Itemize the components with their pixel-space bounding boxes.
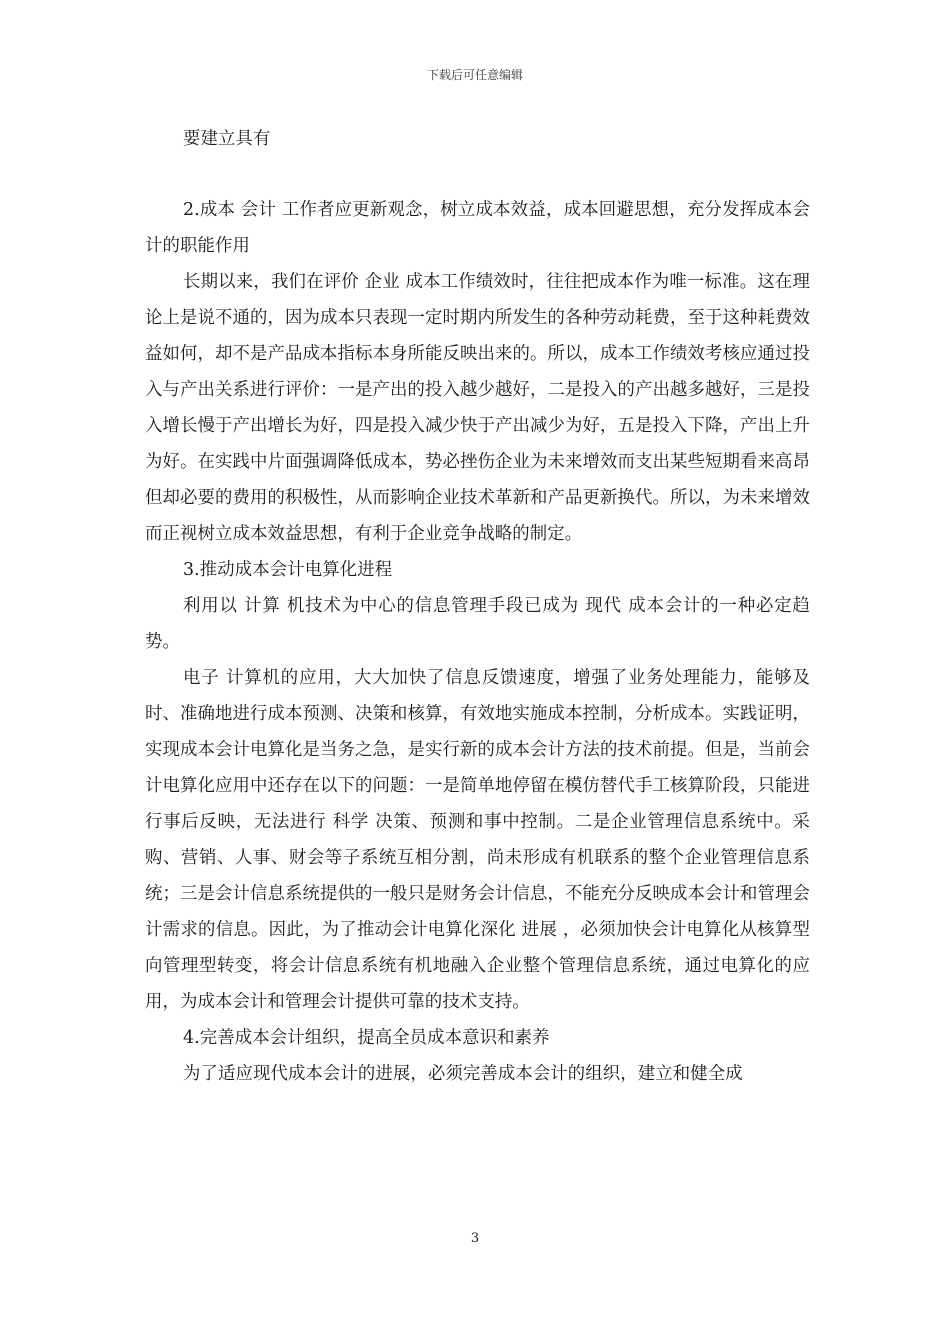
heading-4: 4.完善成本会计组织，提高全员成本意识和素养 xyxy=(183,1028,550,1048)
document-body xyxy=(145,121,810,1092)
paragraph-cost-evaluation: 长期以来，我们在评价 企业 成本工作绩效时，往往把成本作为唯一标准。这在理论上是说不通的，因为成本只表现一定时期内所发生的各种劳动耗费，至于这种耗费效益如何，却不是产品成本指标本身所能反映出来的。所以，成本工作绩效考核应通过投入与产出关系进行评价：一是产出的投入越少越好，二是投入的产出越多越好，三是投入增长慢于产出增长为好，四是投入减少快于产出减少为好，五是投入下降，产出上升为好。在实践中片面强调降低成本，势必挫伤企业为未来增效而支出某些短期看来高昂但却必要的费用的积极性，从而影响企业技术革新和产品更新换代。所以，为未来增效而正视树立成本效益思想，有利于企业竞争战略的制定。 xyxy=(145,272,810,544)
paragraph-organization: 为了适应现代成本会计的进展，必须完善成本会计的组织，建立和健全成 xyxy=(183,1064,743,1084)
page-number: 3 xyxy=(470,1231,480,1246)
paragraph-computerization: 电子 计算机的应用，大大加快了信息反馈速度，增强了业务处理能力，能够及时、准确地进行成本预测、决策和核算，有效地实施成本控制，分析成本。实践证明，实现成本会计电算化是当务之急，是实行新的成本会计方法的技术前提。但是，当前会计电算化应用中还存在以下的问题：一是简单地停留在模仿替代手工核算阶段，只能进行事后反映，无法进行 科学 决策、预测和事中控制。二是企业管理信息系统中。采购、营销、人事、财会等子系统互相分割，尚未形成有机联系的整个企业管理信息系统；三是会计信息系统提供的一般只是财务会计信息，不能充分反映成本会计和管理会计需求的信息。因此，为了推动会计电算化深化 进展 ，必须加快会计电算化从核算型向管理型转变，将会计信息系统有机地融入企业整个管理信息系统，通过电算化的应用，为成本会计和管理会计提供可靠的技术支持。 xyxy=(145,668,810,1012)
heading-3: 3.推动成本会计电算化进程 xyxy=(183,560,393,580)
paragraph-computer-trend: 利用以 计算 机技术为中心的信息管理手段已成为 现代 成本会计的一种必定趋势。 xyxy=(145,596,810,652)
heading-2: 2.成本 会计 工作者应更新观念，树立成本效益，成本回避思想，充分发挥成本会计的职能作用 xyxy=(145,200,810,256)
header-note: 下载后可任意编辑 xyxy=(426,68,523,82)
paragraph-intro: 要建立具有 xyxy=(183,129,271,149)
